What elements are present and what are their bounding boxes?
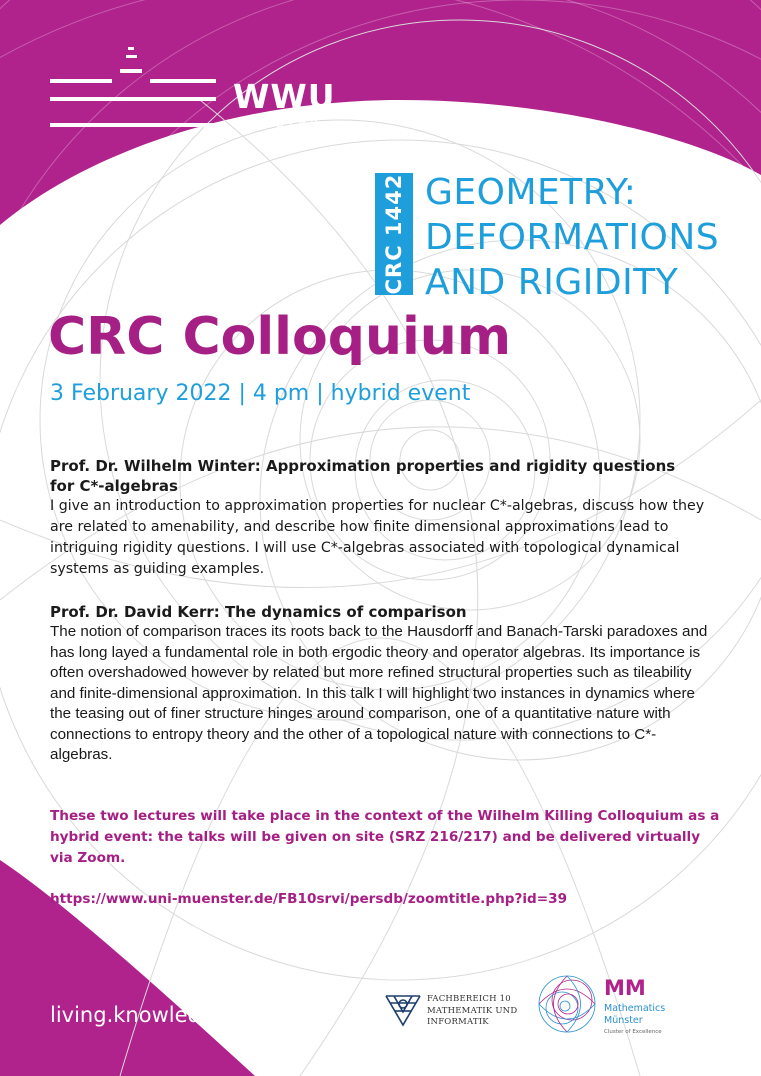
zoom-link[interactable]: https://www.uni-muenster.de/FB10srvi/persdb/zoomtitle.php?id=39 bbox=[50, 891, 568, 907]
event-title: CRC Colloquium bbox=[48, 307, 511, 367]
brand-city: MÜNSTER bbox=[236, 115, 322, 130]
talk-2 bbox=[50, 602, 715, 766]
talk-2-heading bbox=[50, 602, 715, 622]
talk-1-heading bbox=[50, 456, 715, 496]
wwu-logo-icon bbox=[50, 47, 222, 131]
brand-tagline: living.knowledge bbox=[50, 1003, 228, 1027]
department-name bbox=[427, 994, 517, 1029]
cluster-line: Mathematics bbox=[604, 1003, 666, 1014]
department-line: MATHEMATIK UND bbox=[427, 1005, 518, 1016]
event-meta: 3 February 2022 | 4 pm | hybrid event bbox=[50, 381, 471, 406]
hybrid-note: These two lectures will take place in the context of the Wilhelm Killing Colloquium as a hybrid event: the talks will be given on site (SRZ 216/217) and be delivered virtually via Zoom. bbox=[50, 808, 720, 866]
crc-title bbox=[425, 170, 719, 305]
department-line: INFORMATIK bbox=[427, 1017, 489, 1027]
cluster-subtitle: Cluster of Excellence bbox=[604, 1029, 662, 1035]
department-logo-icon bbox=[383, 992, 423, 1028]
talk-heading-line: for C*-algebras bbox=[50, 477, 178, 495]
talk-1-abstract: I give an introduction to approximation properties for nuclear C*-algebras, discuss how they are related to amenability, and describe how finite dimensional approximations lead to intriguing rigidity questions. I will use C*-algebras associated with topological dynamical systems as guiding examples. bbox=[50, 498, 705, 577]
crc-tag-label: CRC 1442 bbox=[382, 173, 406, 295]
talk-heading-line: Prof. Dr. David Kerr: The dynamics of comparison bbox=[50, 603, 467, 621]
crc-title-line: GEOMETRY: bbox=[425, 172, 637, 213]
talk-heading-line: Prof. Dr. Wilhelm Winter: Approximation properties and rigidity questions bbox=[50, 457, 676, 475]
crc-tag bbox=[375, 173, 413, 295]
department-line: FACHBEREICH 10 bbox=[427, 994, 511, 1004]
crc-title-line: DEFORMATIONS bbox=[425, 217, 720, 258]
talk-1 bbox=[50, 456, 715, 580]
crc-title-line: AND RIGIDITY bbox=[425, 262, 679, 303]
talk-2-abstract: The notion of comparison traces its roots back to the Hausdorff and Banach-Tarski paradoxes and has long layed a fundamental role in both ergodic theory and operator algebras. Its importance is often overshadowed however by related but more refined structural properties such as tileability and finite-dimensional approximation. In this talk I will highlight two instances in dynamics where the teasing out of finer structure hinges around comparison, one of a quantitative nature with connections to entropy theory and the other of a topological nature with connections to C*-algebras. bbox=[50, 623, 708, 763]
cluster-line: Münster bbox=[604, 1015, 643, 1026]
cluster-abbr: MM bbox=[604, 976, 646, 1000]
cluster-logo-icon bbox=[530, 968, 604, 1040]
brand-name: WWU bbox=[233, 77, 336, 116]
